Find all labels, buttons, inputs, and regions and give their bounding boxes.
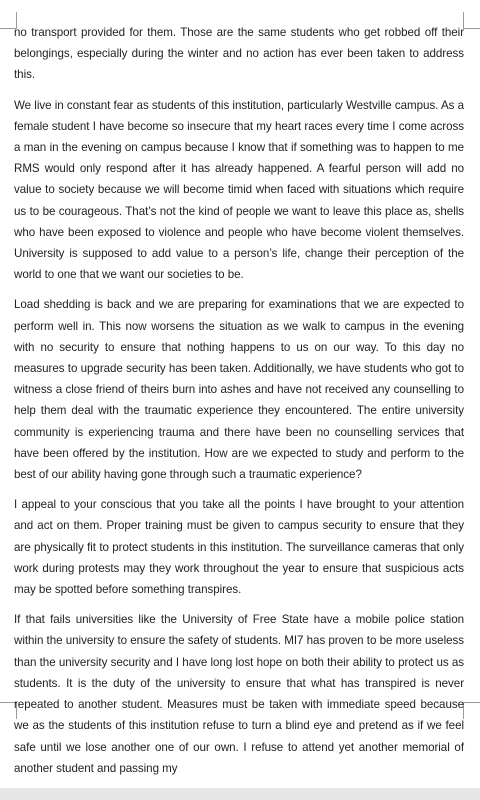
paragraph-4: I appeal to your conscious that you take all the points I have brought to your attention and act on them. Proper training must be given to campus security to ensure that they are physically fit to protect students in this institution. The surveillance cameras that only work during protests may they work throughout the year to ensure that suspicious acts may be spotted before something transpires.: [14, 498, 464, 597]
crop-mark-top-right: [463, 12, 480, 29]
paragraph-3: Load shedding is back and we are preparing for examinations that we are expected to perform well in. This now worsens the situation as we walk to campus in the evening with no security to ensure that nothing happens to us on our way. To this day no measures to upgrade security has been taken. Additionally, we have students who got to witness a close friend of theirs burn into ashes and have not received any counselling to help them deal with the traumatic experience they encountered. The entire university community is experiencing trauma and there have been no counselling services that have been offered by the institution. How are we expected to study and perform to the best of our ability having gone through such a traumatic experience?: [14, 298, 464, 482]
document-body: [14, 22, 464, 788]
paragraph-5: If that fails universities like the University of Free State have a mobile police station within the university to ensure the safety of students. MI7 has proven to be more useless than the university security and I have long lost hope on both their ability to protect us as students. It is the duty of the university to ensure that what has transpired is never repeated to another student. Measures must be taken with immediate speed because we as the students of this institution refuse to turn a blind eye and pretend as if we feel safe until we lose another one of our own. I refuse to attend yet another memorial of another student and passing my: [14, 613, 464, 775]
crop-mark-bottom-right: [463, 702, 480, 719]
paragraph-1: no transport provided for them. Those are the same students who get robbed off their belongings, especially during the winter and no action has ever been taken to address this.: [14, 26, 464, 82]
viewer-bottom-bar: [0, 788, 480, 800]
paragraph-2: We live in constant fear as students of this institution, particularly Westville campus. As a female student I have become so insecure that my heart races every time I come across a man in the evening on campus because I know that if something was to happen to me RMS would only respond after it has already happened. A fearful person will add no value to society because we will become timid when faced with situations which require us to be courageous. That’s not the kind of people we want to leave this place as, shells who have been exposed to violence and people who have become violent themselves. University is supposed to add value to a person’s life, change their perception of the world to one that we want our societies to be.: [14, 98, 464, 282]
